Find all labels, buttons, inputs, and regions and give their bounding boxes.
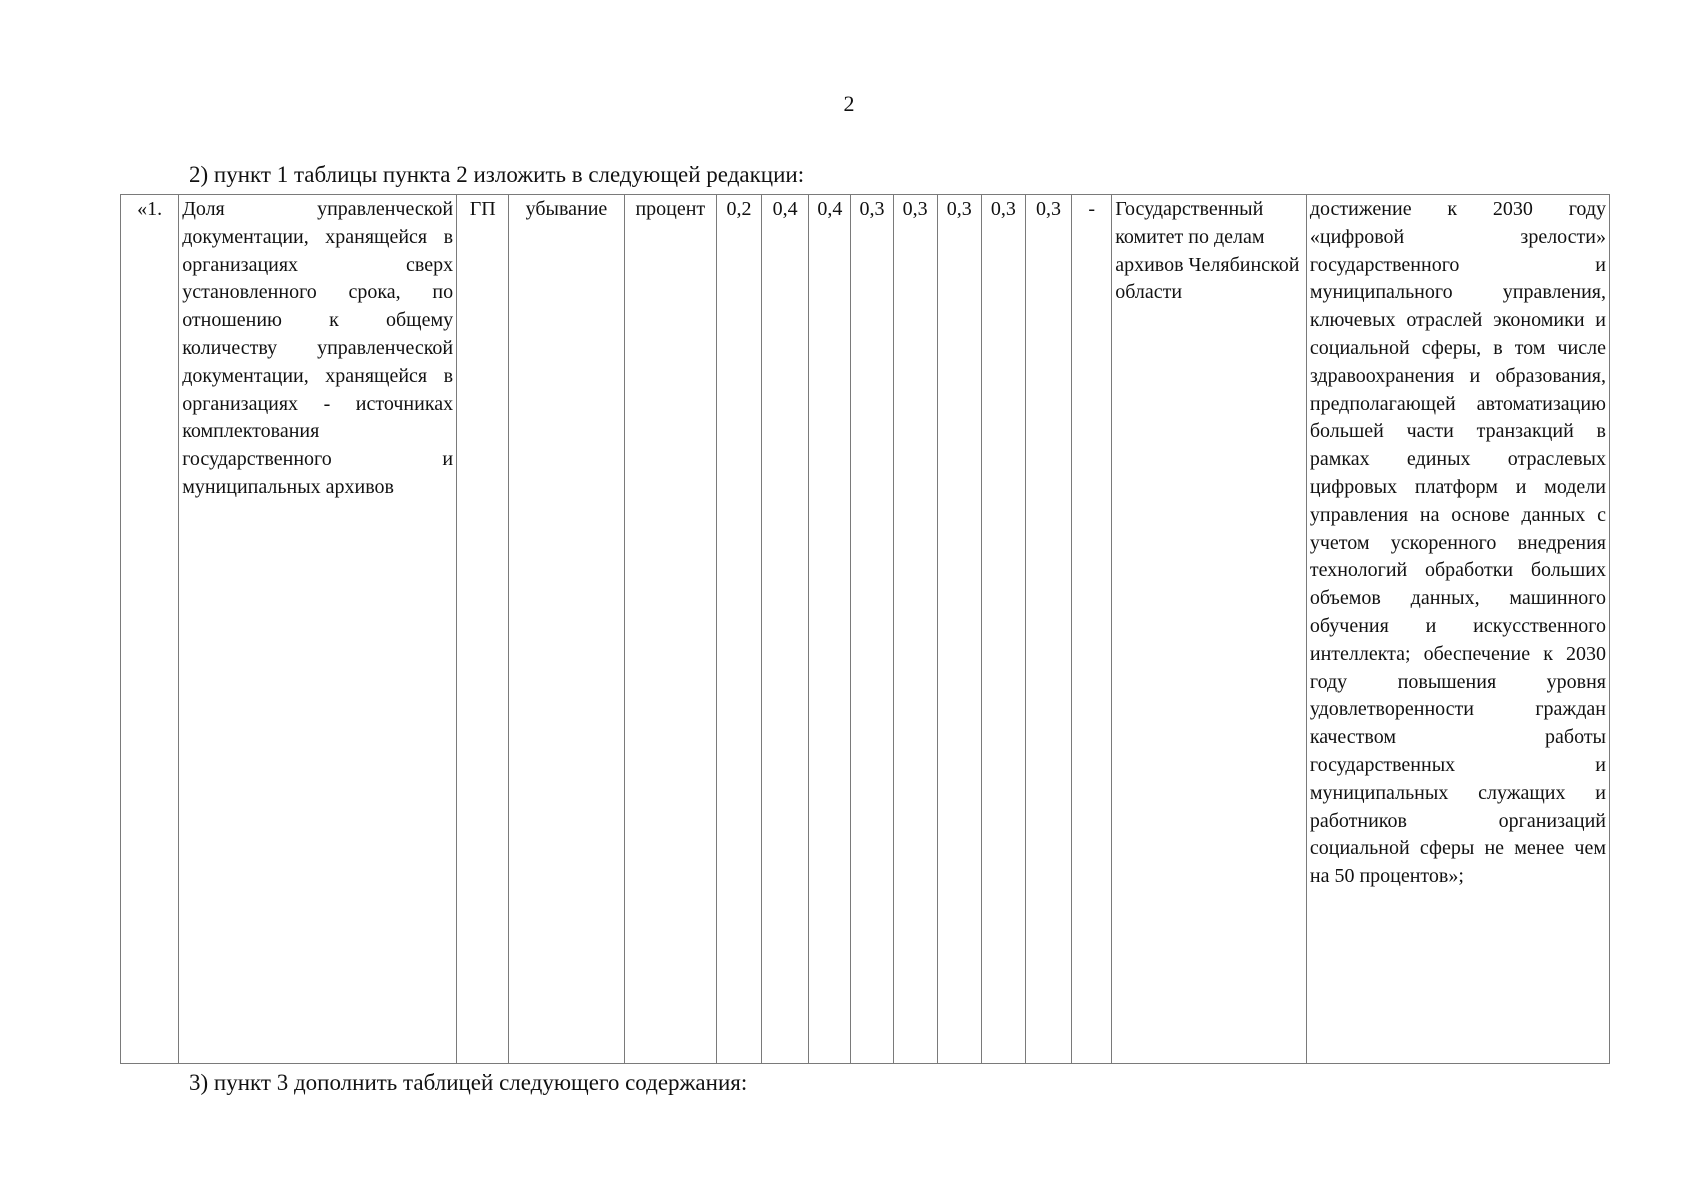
paragraph-item-3: 3) пункт 3 дополнить таблицей следующего содержания: xyxy=(189,1070,748,1095)
indicator-level: ГП xyxy=(457,195,509,1064)
value-cell: 0,2 xyxy=(716,195,761,1064)
indicator-name: Доля управленческой документации, хранящейся в организациях сверх установленного срока, по отношению к общему количеству управленческой документации, хранящейся в организациях - источниках комплектования государственного и муниципальных архивов xyxy=(179,195,457,1064)
value-cell: 0,4 xyxy=(762,195,809,1064)
value-cell: 0,3 xyxy=(1025,195,1071,1064)
indicator-table xyxy=(120,194,1610,1064)
value-cell: 0,3 xyxy=(851,195,893,1064)
value-cell: 0,4 xyxy=(809,195,851,1064)
indicator-unit: процент xyxy=(624,195,716,1064)
page-number: 2 xyxy=(843,91,855,116)
indicator-trend: убывание xyxy=(509,195,624,1064)
national-goal: достижение к 2030 году «цифровой зрелости» государственного и муниципального управления, ключевых отраслей экономики и социальной сферы, в том числе здравоохранения и образования, предполагающей автоматизацию большей части транзакций в рамках единых отраслевых цифровых платформ и модели управления на основе данных с учетом ускоренного внедрения технологий обработки больших объемов данных, машинного обучения и искусственного интеллекта; обеспечение к 2030 году повышения уровня удовлетворенности граждан качеством работы государственных и муниципальных служащих и работников организаций социальной сферы не менее чем на 50 процентов»; xyxy=(1306,195,1609,1064)
responsible-body: Государственный комитет по делам архивов Челябинской области xyxy=(1112,195,1307,1064)
value-cell: 0,3 xyxy=(981,195,1025,1064)
value-cell: 0,3 xyxy=(937,195,981,1064)
table-row xyxy=(121,195,1610,1064)
row-number: «1. xyxy=(121,195,179,1064)
value-cell: 0,3 xyxy=(893,195,937,1064)
paragraph-item-2: 2) пункт 1 таблицы пункта 2 изложить в следующей редакции: xyxy=(189,162,805,187)
dash-cell: - xyxy=(1072,195,1112,1064)
